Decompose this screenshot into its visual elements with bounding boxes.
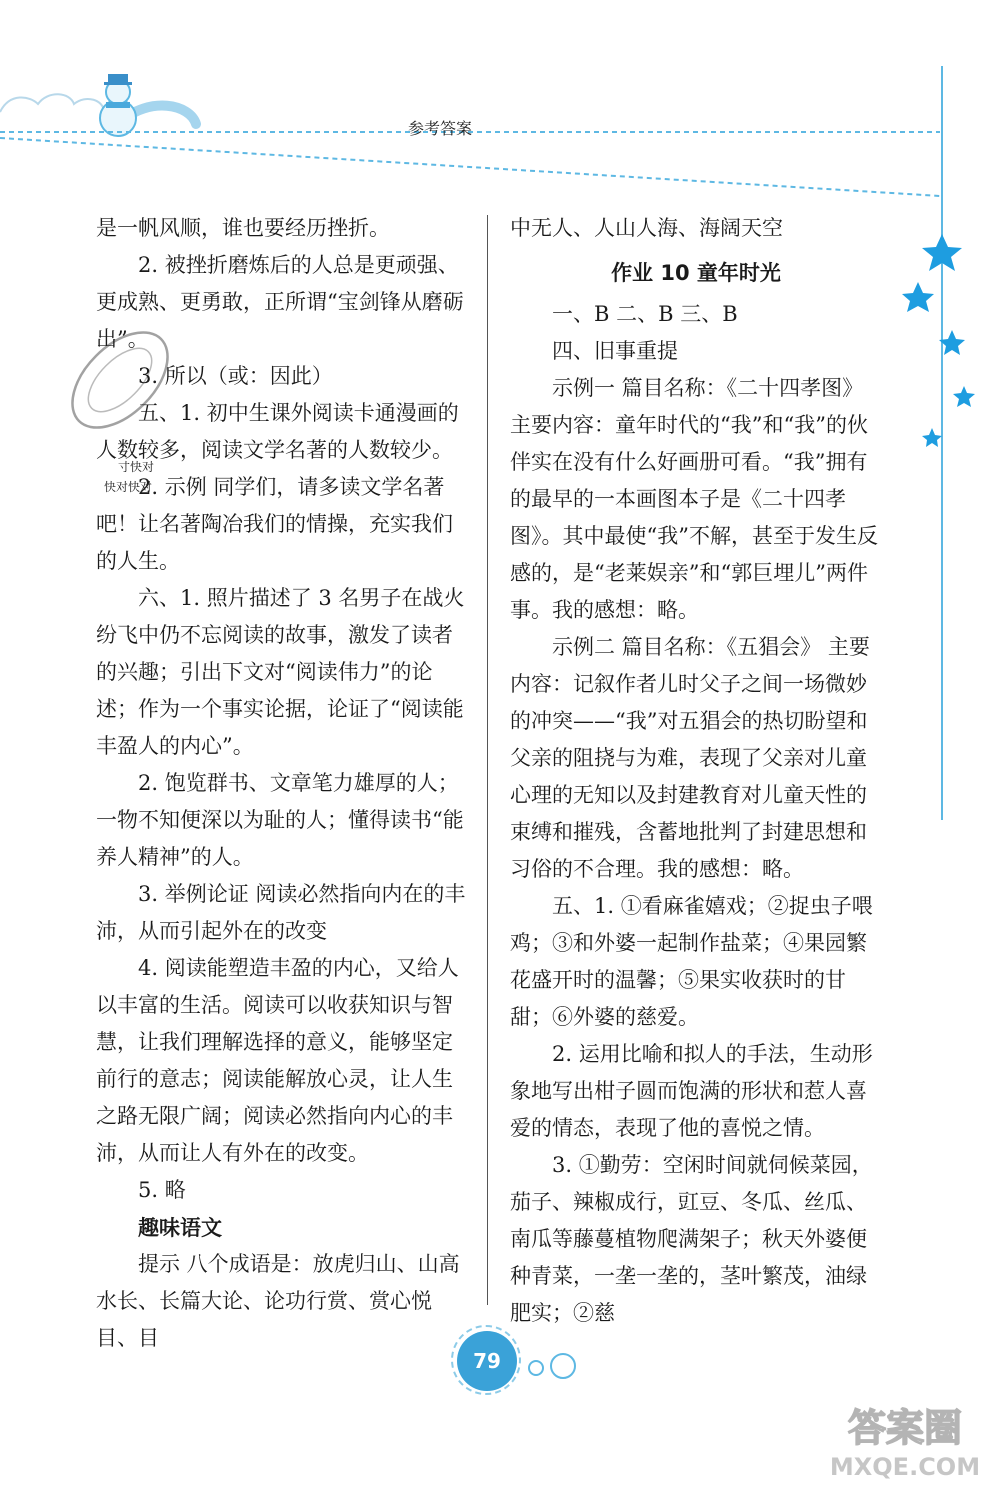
answer-paragraph: 2. 示例 同学们，请多读文学名著吧！让名著陶冶我们的情操，充实我们的人生。 (96, 475, 453, 573)
answer-paragraph: 4. 阅读能塑造丰盈的内心，又给人以丰富的生活。阅读可以收获知识与智慧，让我们理解选择的意义，能够坚定前行的意志；阅读能解放心灵，让人生之路无限广阔；阅读必然指向内心的丰沛，从而让人有外在的改变。 (96, 956, 459, 1165)
answer-paragraph: 5. 略 (138, 1178, 186, 1202)
answer-paragraph: 是一帆风顺，谁也要经历挫折。 (96, 216, 390, 240)
header-title: 参考答案 (408, 119, 473, 138)
answer-paragraph: 中无人、人山人海、海阔天空 (510, 216, 783, 240)
answer-paragraph: 3. ①勤劳：空闲时间就伺候菜园，茄子、辣椒成行，豇豆、冬瓜、丝瓜、南瓜等藤蔓植物爬满架子；秋天外婆便种青菜，一垄一垄的，茎叶繁茂，油绿肥实；②慈 (510, 1153, 873, 1325)
svg-text:答案圈: 答案圈 (847, 1406, 963, 1450)
answer-paragraph: 五、1. 初中生课外阅读卡通漫画的人数较多，阅读文学名著的人数较少。 (96, 401, 459, 462)
svg-text:MXQE.COM: MXQE.COM (829, 1453, 981, 1481)
answer-paragraph: 3. 所以（或：因此） (138, 364, 333, 388)
star-icon (953, 386, 975, 407)
answer-paragraph: 六、1. 照片描述了 3 名男子在战火纷飞中仍不忘阅读的故事，激发了读者的兴趣；引出下文对“阅读伟力”的论述；作为一个事实论据，论证了“阅读能丰盈人的内心”。 (96, 586, 465, 758)
snowman-icon (100, 74, 136, 136)
stamp-text-2: 快对快对 (104, 480, 153, 494)
star-icon (902, 282, 934, 312)
answer-paragraph: 2. 被挫折磨炼后的人总是更顽强、更成熟、更勇敢，正所谓“宝剑锋从磨砺出”。 (96, 253, 464, 351)
decor-circle-large (550, 1353, 576, 1379)
decor-circle-small (528, 1360, 544, 1376)
answer-paragraph: 2. 运用比喻和拟人的手法，生动形象地写出柑子圆而饱满的形状和惹人喜爱的情态，表现了他的喜悦之情。 (510, 1042, 873, 1140)
answer-paragraph: 示例二 篇目名称：《五猖会》 主要内容：记叙作者儿时父子之间一场微妙的冲突——“我”对五猖会的热切盼望和父亲的阻挠与为难，表现了父亲对儿童心理的无知以及封建教育对儿童天性的束缚和摧残，含蓄地批判了封建思想和习俗的不合理。我的感想：略。 (510, 635, 870, 881)
answer-paragraph: 四、旧事重提 (552, 339, 678, 363)
answer-paragraph: 一、B 二、B 三、B (552, 302, 738, 326)
stamp-text-1: 寸快对 (118, 460, 155, 474)
answer-paragraph: 2. 饱览群书、文章笔力雄厚的人；一物不知便深以为耻的人；懂得读书“能养人精神”的人。 (96, 771, 464, 869)
right-column (510, 210, 882, 1332)
answer-paragraph: 趣味语文 (138, 1215, 222, 1240)
header-decoration (0, 0, 1000, 200)
answer-paragraph: 提示 八个成语是：放虎归山、山高水长、长篇大论、论功行赏、赏心悦目、目 (96, 1252, 460, 1350)
star-decoration (900, 200, 1000, 840)
left-column (96, 210, 468, 1357)
star-icon (922, 428, 942, 447)
page-number: 79 (457, 1331, 517, 1391)
section-heading: 作业 10 童年时光 (611, 261, 781, 285)
answer-paragraph: 3. 举例论证 阅读必然指向内在的丰沛，从而引起外在的改变 (96, 882, 466, 943)
watermark-logo (820, 1395, 990, 1485)
answer-paragraph: 五、1. ①看麻雀嬉戏；②捉虫子喂鸡；③和外婆一起制作盐菜；④果园繁花盛开时的温馨；⑤果实收获时的甘甜；⑥外婆的慈爱。 (510, 894, 873, 1029)
answer-paragraph: 示例一 篇目名称：《二十四孝图》 主要内容：童年时代的“我”和“我”的伙伴实在没有什么好画册可看。“我”拥有的最早的一本画图本子是《二十四孝图》。其中最使“我”不解，甚至于发生反感的，是“老莱娱亲”和“郭巨埋儿”两件事。我的感想：略。 (510, 376, 878, 622)
column-divider (487, 215, 488, 1305)
